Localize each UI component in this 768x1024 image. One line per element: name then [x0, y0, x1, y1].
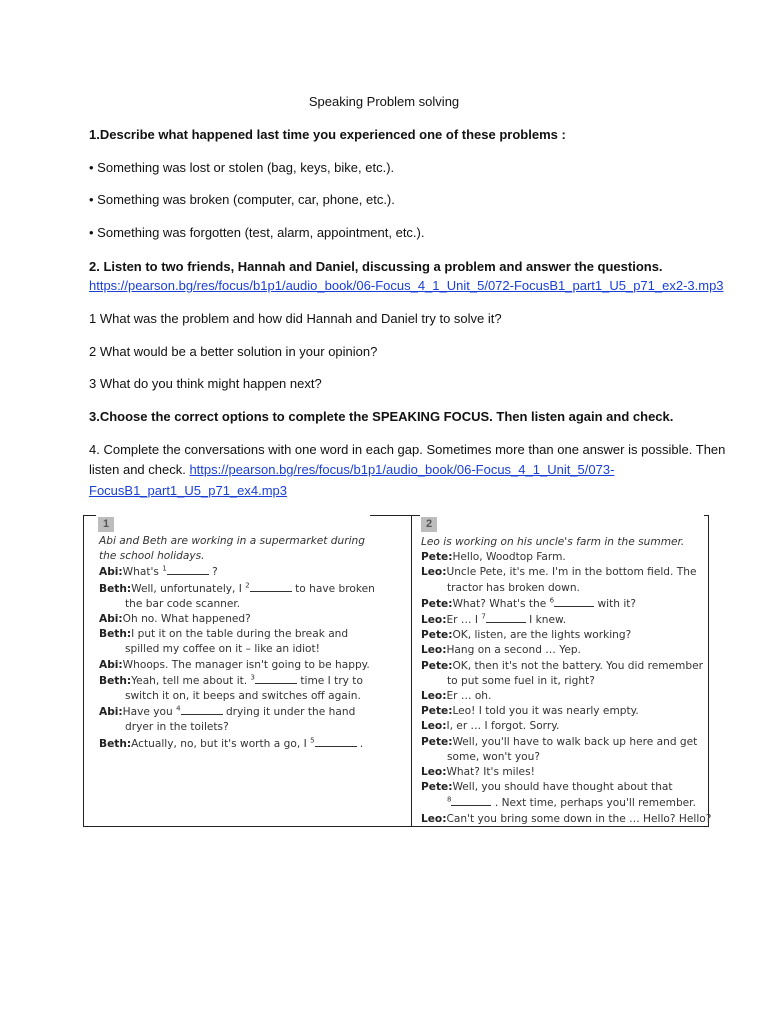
dialogue-text: tractor has broken down. — [447, 581, 580, 594]
section2-heading: 2. Listen to two friends, Hannah and Daniel, discussing a problem and answer the questions. — [89, 259, 663, 274]
answer-gap[interactable] — [255, 673, 297, 684]
dialogue-text: Whoops. The manager isn't going to be happy. — [122, 658, 370, 671]
dialogue-line — [421, 812, 711, 827]
answer-gap[interactable] — [250, 581, 292, 592]
gap-number: 6 — [549, 596, 555, 605]
dialogue-line — [99, 720, 375, 735]
section3-heading: 3.Choose the correct options to complete the SPEAKING FOCUS. Then listen again and check. — [89, 409, 674, 424]
exercise2-intro: Leo is working on his uncle's farm in the summer. — [421, 536, 685, 548]
audio-link-ex2[interactable]: https://pearson.bg/res/focus/b1p1/audio_book/06-Focus_4_1_Unit_5/072-FocusB1_part1_U5_p71_ex2-3.mp3 — [89, 278, 724, 293]
dialogue-text: Actually, no, but it's worth a go, I — [131, 737, 311, 750]
dialogue-text: Oh no. What happened? — [122, 613, 251, 626]
gap-number: 4 — [176, 704, 181, 713]
dialogue-text: Leo! I told you it was nearly empty. — [452, 705, 639, 718]
dialogue-line — [421, 550, 711, 565]
dialogue-line — [99, 658, 375, 673]
answer-gap[interactable] — [486, 612, 526, 623]
frame-top-mid-stub — [370, 515, 411, 516]
dialogue-line — [421, 780, 711, 795]
dialogue-line — [99, 689, 375, 704]
dialogue-line — [99, 642, 375, 657]
page-title: Speaking Problem solving — [308, 94, 460, 109]
speaker-label: Beth: — [99, 582, 132, 595]
dialogue-text: dryer in the toilets? — [125, 721, 229, 734]
speaker-label: Beth: — [99, 674, 132, 687]
dialogue-text: drying it under the hand — [222, 706, 356, 719]
exercise1-number-badge: 1 — [98, 517, 114, 532]
dialogue-text: Yeah, tell me about it. — [131, 674, 251, 687]
speaker-label: Pete: — [421, 551, 453, 564]
frame-top-right-stub — [704, 515, 709, 516]
dialogue-text: the bar code scanner. — [125, 597, 241, 610]
dialogue-line — [421, 765, 711, 780]
dialogue-text: Well, you should have thought about that — [452, 781, 673, 794]
exercise2-dialogue — [421, 550, 711, 827]
dialogue-text: I knew. — [525, 614, 567, 627]
dialogue-line — [99, 627, 375, 642]
dialogue-line — [99, 673, 375, 689]
speaker-label: Leo: — [421, 566, 447, 579]
speaker-label: Leo: — [421, 644, 447, 657]
section4-line2 — [89, 461, 614, 478]
dialogue-text: time I try to — [297, 674, 363, 687]
gap-number: 1 — [162, 564, 167, 573]
dialogue-text: What? It's miles! — [446, 766, 535, 779]
dialogue-line — [421, 628, 711, 643]
dialogue-text: Well, unfortunately, I — [131, 582, 246, 595]
frame-top-left-stub — [83, 515, 96, 516]
answer-gap[interactable] — [554, 596, 594, 607]
dialogue-text: spilled my coffee on it – like an idiot! — [125, 643, 320, 656]
exercise1-intro-line1: Abi and Beth are working in a supermarket during — [99, 535, 365, 547]
dialogue-line — [421, 735, 711, 750]
dialogue-text: Uncle Pete, it's me. I'm in the bottom field. The — [446, 566, 697, 579]
speaker-label: Pete: — [421, 735, 453, 748]
dialogue-text: Can't you bring some down in the … Hello? Hello? — [446, 812, 712, 825]
dialogue-line — [99, 612, 375, 627]
speaker-label: Leo: — [421, 812, 447, 825]
speaker-label: Pete: — [421, 781, 453, 794]
speaker-label: Abi: — [99, 706, 123, 719]
dialogue-text: I put it on the table during the break and — [131, 628, 349, 641]
dialogue-text: Er … I — [446, 614, 482, 627]
gap-number: 2 — [245, 581, 250, 590]
dialogue-text: to put some fuel in it, right? — [447, 674, 595, 687]
answer-gap[interactable] — [315, 736, 357, 747]
dialogue-text: What? What's the — [452, 597, 550, 610]
dialogue-line — [421, 750, 711, 765]
answer-gap[interactable] — [167, 564, 209, 575]
speaker-label: Beth: — [99, 628, 132, 641]
section4-text: listen and check. — [89, 462, 190, 477]
dialogue-text: Hello, Woodtop Farm. — [452, 551, 566, 564]
dialogue-line — [421, 565, 711, 580]
dialogue-line — [99, 736, 375, 752]
dialogue-line — [99, 704, 375, 720]
speaker-label: Leo: — [421, 720, 447, 733]
gap-number: 8 — [447, 795, 452, 804]
dialogue-text: OK, then it's not the battery. You did remember — [452, 659, 703, 672]
audio-link-ex4[interactable]: https://pearson.bg/res/focus/b1p1/audio_book/06-Focus_4_1_Unit_5/073- — [189, 462, 615, 477]
speaker-label: Pete: — [421, 597, 453, 610]
frame-top-mid-right-stub — [411, 515, 420, 516]
speaker-label: Pete: — [421, 705, 453, 718]
speaker-label: Beth: — [99, 737, 132, 750]
exercise2 — [421, 535, 711, 827]
speaker-label: Pete: — [421, 659, 453, 672]
dialogue-line — [421, 795, 711, 811]
dialogue-line — [421, 612, 711, 628]
answer-gap[interactable] — [181, 704, 223, 715]
dialogue-text: with it? — [594, 597, 637, 610]
dialogue-text: What's — [122, 566, 163, 579]
speaker-label: Leo: — [421, 690, 447, 703]
dialogue-line — [99, 597, 375, 612]
dialogue-text: OK, listen, are the lights working? — [452, 629, 632, 642]
dialogue-text: Well, you'll have to walk back up here and get — [452, 735, 698, 748]
speaker-label: Pete: — [421, 629, 453, 642]
frame-left-border — [83, 515, 84, 827]
question-3: 3 What do you think might happen next? — [89, 376, 322, 391]
frame-middle-divider — [411, 515, 412, 827]
speaker-label: Abi: — [99, 566, 123, 579]
dialogue-line — [421, 719, 711, 734]
dialogue-text: . — [356, 737, 364, 750]
speaker-label: Leo: — [421, 766, 447, 779]
exercise1 — [99, 534, 375, 752]
dialogue-text: some, won't you? — [447, 750, 540, 763]
section4-line1: 4. Complete the conversations with one word in each gap. Sometimes more than one answer is possible. Then — [89, 442, 726, 457]
bullet-lost: • Something was lost or stolen (bag, keys, bike, etc.). — [89, 160, 395, 175]
dialogue-text: to have broken — [291, 582, 375, 595]
dialogue-line — [421, 704, 711, 719]
question-1: 1 What was the problem and how did Hannah and Daniel try to solve it? — [89, 311, 502, 326]
exercise1-intro-line2: the school holidays. — [99, 550, 205, 563]
dialogue-text: Er … oh. — [446, 690, 492, 703]
answer-gap[interactable] — [451, 795, 491, 806]
dialogue-text: ? — [208, 566, 218, 579]
gap-number: 7 — [481, 612, 486, 621]
gap-number: 3 — [250, 673, 255, 682]
audio-link-ex4-continued[interactable]: FocusB1_part1_U5_p71_ex4.mp3 — [89, 483, 288, 498]
dialogue-line — [99, 581, 375, 597]
speaker-label: Leo: — [421, 614, 447, 627]
dialogue-line — [421, 596, 711, 612]
dialogue-line — [421, 581, 711, 596]
bullet-forgotten: • Something was forgotten (test, alarm, appointment, etc.). — [89, 225, 425, 240]
dialogue-line — [421, 643, 711, 658]
dialogue-text: I, er … I forgot. Sorry. — [446, 720, 560, 733]
section1-heading: 1.Describe what happened last time you experienced one of these problems : — [89, 127, 566, 142]
dialogue-line — [421, 689, 711, 704]
dialogue-line — [421, 659, 711, 674]
dialogue-text: Hang on a second … Yep. — [446, 644, 581, 657]
exercise1-dialogue — [99, 564, 375, 751]
exercise2-number-badge: 2 — [421, 517, 437, 532]
dialogue-text: switch it on, it beeps and switches off again. — [125, 690, 361, 703]
speaker-label: Abi: — [99, 613, 123, 626]
dialogue-line — [421, 674, 711, 689]
dialogue-text: . Next time, perhaps you'll remember. — [491, 797, 696, 810]
speaker-label: Abi: — [99, 658, 123, 671]
gap-number: 5 — [310, 736, 315, 745]
bullet-broken: • Something was broken (computer, car, phone, etc.). — [89, 192, 395, 207]
question-2: 2 What would be a better solution in your opinion? — [89, 344, 378, 359]
dialogue-text: Have you — [122, 706, 177, 719]
dialogue-line — [99, 564, 375, 580]
